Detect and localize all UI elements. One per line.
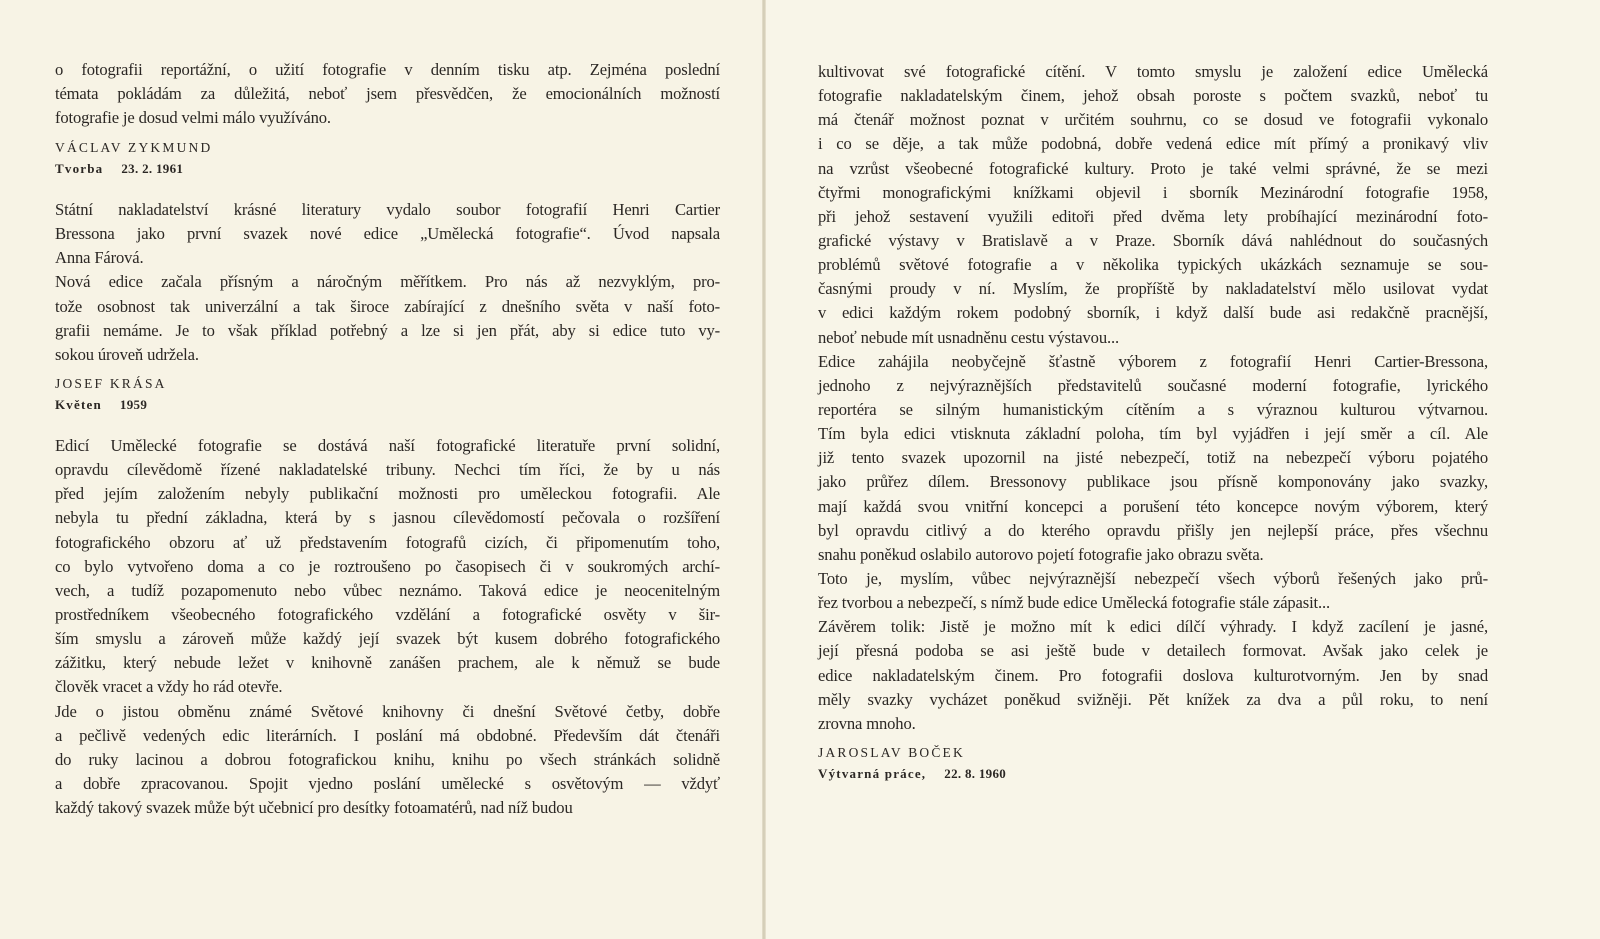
text-line: vech, a tudíž pozapomenuto nebo vůbec neznámo. Taková edice je neocenitelným <box>55 580 720 600</box>
text-line: Anna Fárová. <box>55 248 144 268</box>
text-line: její přesná podoba se asi ještě bude v detailech formovat. Avšak jako celek je <box>818 641 1488 661</box>
publication-date: 22. 8. 1960 <box>944 766 1007 781</box>
text-line: opravdu cílevědomě řízené nakladatelské tribuny. Nechci tím říci, že by u nás <box>55 460 720 480</box>
left-page <box>0 0 764 939</box>
text-line: grafii nemáme. Je to však příklad potřebný a lze si jen přát, aby si edice tuto vy- <box>55 320 720 340</box>
text-line: nebyla tu přední základna, která by s jasnou cílevědomostí pečovala o rozšíření <box>55 508 720 528</box>
text-line: a dobře zpracovanou. Spojit vjedno poslání umělecké s osvětovým — vždyť <box>55 773 720 793</box>
text-line: co bylo vytvořeno doma a co je roztroušeno po časopisech či v soukromých archí- <box>55 556 720 576</box>
text-line: čtyřmi monografickými knížkami objevil i sborník Mezinárodní fotografie 1958, <box>818 182 1488 202</box>
text-line: zrovna mnoho. <box>818 713 916 733</box>
text-line: jednoho z nejvýraznějších představitelů současné moderní fotografie, lyrického <box>818 375 1488 395</box>
publication-date: 1959 <box>119 397 148 412</box>
text-line: Toto je, myslím, vůbec nejvýraznější nebezpečí všech výborů řešených jako prů- <box>818 568 1488 588</box>
publication-name: Výtvarná práce, <box>818 766 927 781</box>
text-line: prostředníkem všeobecného fotografického vzdělání a fotografické osvěty v šir- <box>55 604 720 624</box>
publication-source <box>818 764 1488 784</box>
text-line: Nová edice začala přísným a náročným měřítkem. Pro nás až nezvyklým, pro- <box>55 272 720 292</box>
text-line: problémů světové fotografie a v několika typických ukázkách seznamuje se sou- <box>818 255 1488 275</box>
right-page <box>766 0 1600 939</box>
text-line: jako průřez dílem. Bressonovy publikace jsou přísně komponovány jako svazky, <box>818 472 1488 492</box>
text-line: Jde o jistou obměnu známé Světové knihovny či dnešní Světové četby, dobře <box>55 701 720 721</box>
text-line: řez tvorbou a nebezpečí, s nímž bude edice Umělecká fotografie stále zápasit... <box>818 593 1330 613</box>
publication-date: 23. 2. 1961 <box>121 161 184 176</box>
text-line: fotografie je dosud velmi málo využíváno. <box>55 108 331 128</box>
author-name: VÁCLAV ZYKMUND <box>55 140 213 155</box>
signature-block <box>55 138 720 179</box>
text-line: fotografického obzoru ať už představením fotografů cizích, či připomenutím toho, <box>55 532 720 552</box>
text-block <box>55 198 720 367</box>
text-line: o fotografii reportážní, o užití fotografie v denním tisku atp. Zejména poslední <box>55 60 720 79</box>
signature-block <box>55 374 720 415</box>
text-line: při jehož sestavení využili editoři před dvěma lety probíhající mezinárodní foto- <box>818 206 1488 226</box>
publication-name: Tvorba <box>55 161 104 176</box>
author-name: JOSEF KRÁSA <box>55 376 167 391</box>
text-line: i co se děje, a tak může podobná, dobře vedená edice mít přímý a pronikavý vliv <box>818 134 1488 154</box>
text-block <box>55 434 720 820</box>
text-line: grafické výstavy v Bratislavě a v Praze. Sborník dává nahlédnout do současných <box>818 230 1488 250</box>
text-line: fotografie nakladatelským činem, jehož obsah poroste s počtem svazků, neboť tu <box>818 86 1488 106</box>
text-line: Závěrem tolik: Jistě je možno mít k edici dílčí výhrady. I když zacílení je jasné, <box>818 617 1488 637</box>
text-line: snahu poněkud oslabilo autorovo pojetí fotografie jako obrazu světa. <box>818 544 1264 564</box>
text-line: na vzrůst všeobecné fotografické kultury. Proto je také velmi správné, že se mezi <box>818 158 1488 178</box>
signature-block <box>818 743 1488 784</box>
text-line: již tento svazek upozornil na jisté nebezpečí, totiž na nebezpečí výboru pojatého <box>818 448 1488 468</box>
text-line: časnými proudy v ní. Myslím, že propříště by nakladatelství mělo usilovat vydat <box>818 279 1488 299</box>
text-line: před jejím založením nebyly publikační možnosti pro uměleckou fotografii. Ale <box>55 484 720 504</box>
text-line: zážitku, který nebude ležet v knihovně zanášen prachem, ale k němuž se bude <box>55 653 720 673</box>
text-line: mají každá svou vnitřní koncepci a porušení této koncepce novým výborem, který <box>818 496 1488 516</box>
text-block <box>55 58 720 130</box>
text-line: edice nakladatelským činem. Pro fotografii doslova kulturotvorným. Jen by snad <box>818 665 1488 685</box>
text-line: v edici každým rokem podobný sborník, i když další bude asi redakčně pracnější, <box>818 303 1488 323</box>
author-name: JAROSLAV BOČEK <box>818 745 965 760</box>
text-line: a pečlivě vedených edic literárních. I poslání má obdobné. Především dát čtenáři <box>55 725 720 745</box>
text-line: Tím byla edici vtisknuta základní poloha, tím byl vyjádřen i její směr a cíl. Ale <box>818 424 1488 444</box>
text-line: měly svazky vycházet poněkud svižněji. Pět knížek za dva a půl roku, to není <box>818 689 1488 709</box>
text-line: člověk vracet a vždy ho rád otevře. <box>55 677 283 697</box>
text-line: Bressona jako první svazek nové edice „Umělecká fotografie“. Úvod napsala <box>55 224 720 244</box>
text-line: neboť nebude mít usnadněnu cestu výstavou... <box>818 327 1119 347</box>
publication-name: Květen <box>55 397 102 412</box>
text-line: reportéra se silným humanistickým cítěním a s výraznou kulturou výtvarnou. <box>818 399 1488 419</box>
text-line: témata pokládám za důležitá, neboť jsem přesvědčen, že emocionálních možností <box>55 84 720 104</box>
text-line: do ruky lacinou a dobrou fotografickou knihu, knihu po všech stránkách solidně <box>55 749 720 769</box>
text-line: sokou úroveň udržela. <box>55 344 199 364</box>
text-block <box>818 60 1488 736</box>
text-line: každý takový svazek může být učebnicí pro desítky fotoamatérů, nad níž budou <box>55 798 573 818</box>
text-line: Edice zahájila neobyčejně šťastně výborem z fotografií Henri Cartier-Bressona, <box>818 351 1488 371</box>
text-line: tože osobnost tak univerzální a tak široce zabírající z dnešního světa v naší foto- <box>55 296 720 316</box>
text-line: Státní nakladatelství krásné literatury vydalo soubor fotografií Henri Cartier <box>55 200 720 219</box>
text-line: byl opravdu citlivý a do kterého opravdu přišly jen nejlepší práce, přes všechnu <box>818 520 1488 540</box>
text-line: ším smyslu a zároveň může každý její svazek být kusem dobrého fotografického <box>55 629 720 649</box>
text-line: kultivovat své fotografické cítění. V tomto smyslu je založení edice Umělecká <box>818 62 1488 81</box>
publication-source <box>55 159 720 179</box>
publication-source <box>55 395 720 415</box>
text-line: Edicí Umělecké fotografie se dostává naší fotografické literatuře první solidní, <box>55 436 720 455</box>
text-line: má čtenář možnost poznat v určitém souhrnu, co se dosud ve fotografii vykonalo <box>818 110 1488 130</box>
